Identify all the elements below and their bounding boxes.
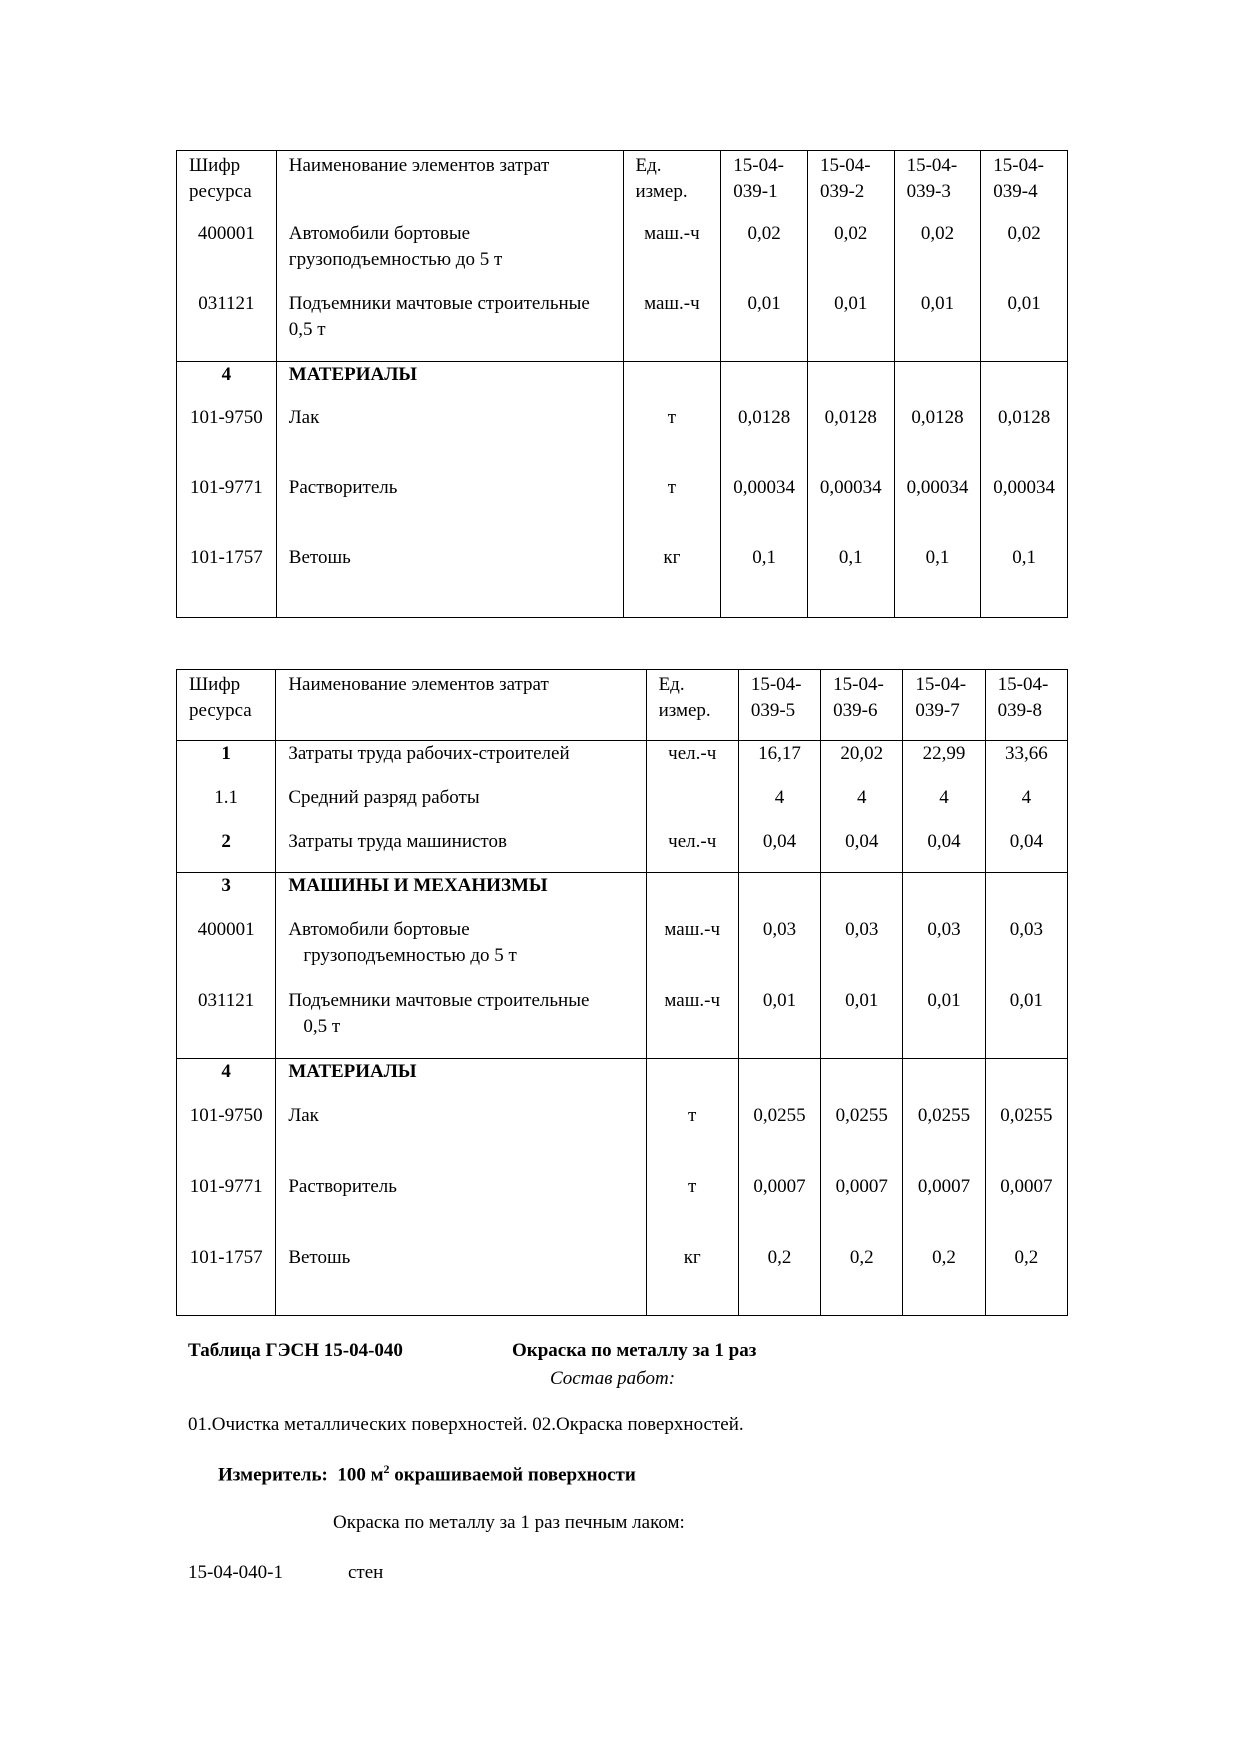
row-value: 0,0255 [738,1103,820,1174]
header-unit: Ед. измер. [623,151,721,222]
row-value: 0,0128 [807,405,894,475]
row-code: 2 [177,829,276,873]
header-col: 15-04-039-1 [721,151,808,222]
row-unit: чел.-ч [646,829,738,873]
row-unit: т [646,1174,738,1245]
row-unit: кг [646,1245,738,1316]
row-value: 0,04 [985,829,1067,873]
row-value: 0,02 [721,221,808,291]
row-value: 0,02 [807,221,894,291]
row-value: 0,0007 [985,1174,1067,1245]
row-name: Средний разряд работы [276,785,646,829]
table-row [177,291,1068,361]
table-row [177,829,1068,873]
row-value: 0,00034 [721,475,808,545]
header-col: 15-04-039-5 [738,670,820,741]
row-value: 0,0255 [985,1103,1067,1174]
row-value: 0,2 [821,1245,903,1316]
table-row [177,475,1068,545]
row-code: 101-1757 [177,1245,276,1316]
row-value: 0,01 [721,291,808,361]
table-label: Таблица ГЭСН 15-04-040 [188,1340,403,1361]
row-value: 0,04 [738,829,820,873]
section-row [177,361,1068,405]
meter-value: 100 м [337,1464,384,1486]
meter-rest: окрашиваемой поверхности [389,1464,636,1486]
row-value: 0,01 [985,988,1067,1059]
item-name: стен [348,1562,384,1583]
row-unit: т [623,475,721,545]
row-value: 0,01 [807,291,894,361]
row-value: 22,99 [903,741,985,785]
table-row [177,1245,1068,1316]
row-value: 4 [821,785,903,829]
row-value: 0,1 [807,545,894,617]
row-value: 0,2 [738,1245,820,1316]
table-row [177,1174,1068,1245]
header-col: 15-04-039-2 [807,151,894,222]
section-title: МАШИНЫ И МЕХАНИЗМЫ [276,873,646,917]
row-name [276,988,646,1059]
table-header-row [177,151,1068,222]
row-code: 1.1 [177,785,276,829]
row-value: 0,03 [738,917,820,988]
meter-line [218,1462,636,1486]
row-value: 0,00034 [807,475,894,545]
row-code: 101-9771 [177,475,277,545]
row-name: Затраты труда машинистов [276,829,646,873]
row-value: 0,0255 [821,1103,903,1174]
section-row [177,1059,1068,1103]
row-name: Затраты труда рабочих-строителей [276,741,646,785]
row-name: Ветошь [276,545,623,617]
row-unit [646,785,738,829]
row-value: 0,01 [738,988,820,1059]
row-value: 0,02 [894,221,981,291]
row-code: 101-9750 [177,1103,276,1174]
row-code: 101-9750 [177,405,277,475]
row-name-line2: грузоподъемностью до 5 т [303,944,517,966]
section-title: МАТЕРИАЛЫ [276,361,623,405]
row-code: 101-1757 [177,545,277,617]
row-value: 0,04 [821,829,903,873]
header-unit: Ед. измер. [646,670,738,741]
header-col: 15-04-039-8 [985,670,1067,741]
row-unit: т [623,405,721,475]
resource-table-2 [176,669,1068,1316]
row-code: 400001 [177,221,277,291]
row-value: 0,1 [894,545,981,617]
table-header-row [177,670,1068,741]
row-value: 20,02 [821,741,903,785]
row-name: Лак [276,405,623,475]
row-value: 16,17 [738,741,820,785]
item-code: 15-04-040-1 [188,1562,283,1583]
table-row [177,785,1068,829]
row-name [276,917,646,988]
row-value: 0,1 [721,545,808,617]
row-unit: маш.-ч [623,221,721,291]
row-value: 0,0128 [894,405,981,475]
row-name: Подъемники мачтовые строительные 0,5 т [276,291,623,361]
row-value: 0,03 [903,917,985,988]
row-value: 0,01 [894,291,981,361]
composition-text: 01.Очистка металлических поверхностей. 02.Окраска поверхностей. [188,1414,744,1435]
row-name: Ветошь [276,1245,646,1316]
header-code: Шифр ресурса [177,151,277,222]
header-col: 15-04-039-4 [981,151,1068,222]
header-name: Наименование элементов затрат [276,670,646,741]
row-value: 0,00034 [981,475,1068,545]
section-row [177,873,1068,917]
row-name-line1: Автомобили бортовые [288,918,470,940]
row-value: 0,1 [981,545,1068,617]
row-value: 0,03 [821,917,903,988]
row-value: 0,0007 [821,1174,903,1245]
header-code: Шифр ресурса [177,670,276,741]
row-value: 0,0007 [903,1174,985,1245]
table-row [177,221,1068,291]
row-name: Автомобили бортовые грузоподъемностью до 5 т [276,221,623,291]
composition-title: Состав работ: [550,1368,676,1389]
row-unit: кг [623,545,721,617]
row-value: 4 [903,785,985,829]
header-col: 15-04-039-6 [821,670,903,741]
header-col: 15-04-039-3 [894,151,981,222]
row-value: 0,01 [903,988,985,1059]
row-value: 0,2 [985,1245,1067,1316]
row-value: 4 [738,785,820,829]
row-value: 0,0255 [903,1103,985,1174]
table-row [177,917,1068,988]
table-row [177,1103,1068,1174]
row-value: 0,04 [903,829,985,873]
row-code: 101-9771 [177,1174,276,1245]
meter-label: Измеритель: [218,1464,328,1486]
table-row [177,545,1068,617]
table-row [177,405,1068,475]
row-name-line2: 0,5 т [303,1015,341,1037]
row-name: Растворитель [276,1174,646,1245]
row-unit: т [646,1103,738,1174]
row-value: 0,01 [821,988,903,1059]
row-value: 0,03 [985,917,1067,988]
section-code: 4 [177,361,277,405]
row-value: 0,0007 [738,1174,820,1245]
row-value: 0,0128 [721,405,808,475]
row-unit: маш.-ч [646,917,738,988]
section-title: МАТЕРИАЛЫ [276,1059,646,1103]
row-code: 400001 [177,917,276,988]
subtitle: Окраска по металлу за 1 раз печным лаком: [333,1512,685,1533]
table-row [177,988,1068,1059]
row-value: 0,2 [903,1245,985,1316]
row-unit: маш.-ч [623,291,721,361]
row-code: 031121 [177,988,276,1059]
section-code: 3 [177,873,276,917]
row-code: 031121 [177,291,277,361]
resource-table-1 [176,150,1068,618]
table-row [177,741,1068,785]
row-value: 0,0128 [981,405,1068,475]
row-name-line1: Подъемники мачтовые строительные [288,989,590,1011]
row-unit: чел.-ч [646,741,738,785]
meter-sup: 2 [383,1462,390,1476]
header-name: Наименование элементов затрат [276,151,623,222]
row-value: 4 [985,785,1067,829]
row-value: 33,66 [985,741,1067,785]
row-code: 1 [177,741,276,785]
header-col: 15-04-039-7 [903,670,985,741]
row-name: Лак [276,1103,646,1174]
row-value: 0,00034 [894,475,981,545]
row-unit: маш.-ч [646,988,738,1059]
section-code: 4 [177,1059,276,1103]
row-value: 0,01 [981,291,1068,361]
row-name: Растворитель [276,475,623,545]
table-title: Окраска по металлу за 1 раз [512,1340,757,1361]
row-value: 0,02 [981,221,1068,291]
